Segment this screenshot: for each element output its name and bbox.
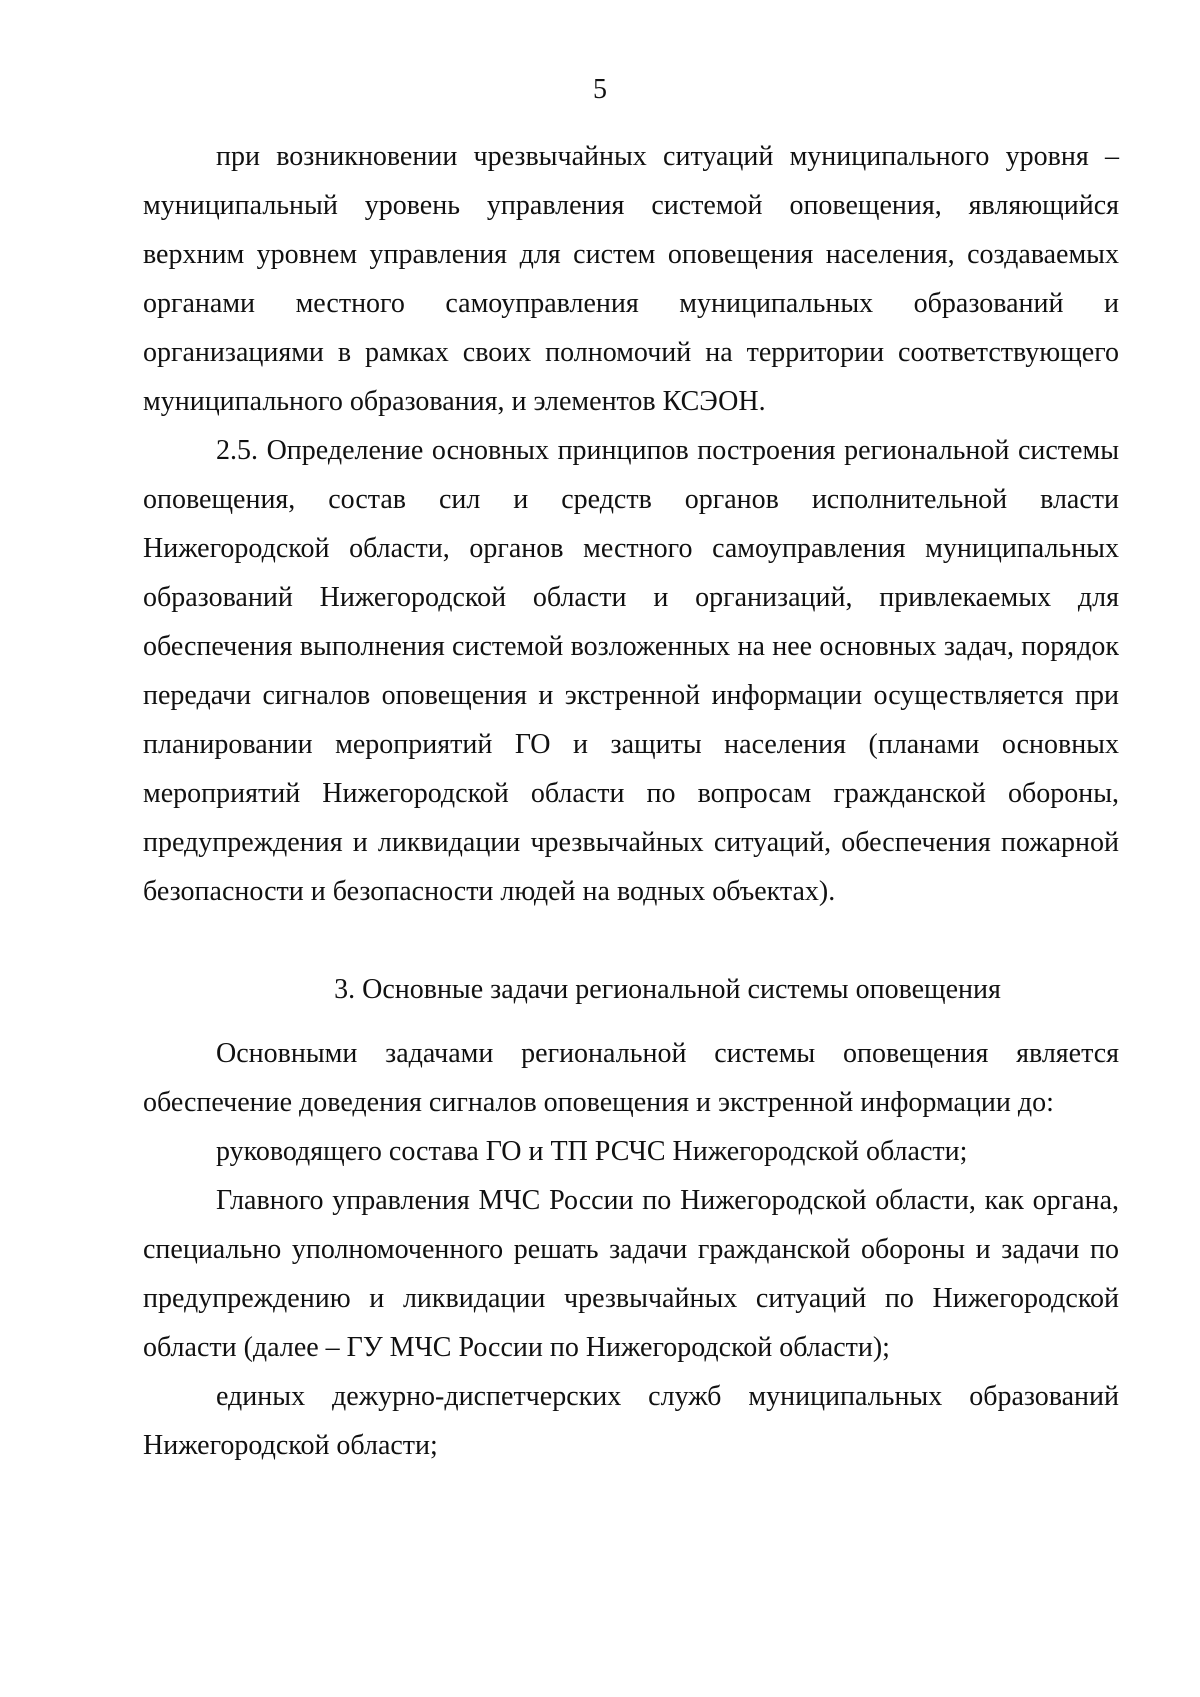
- paragraph-municipal-level: при возникновении чрезвычайных ситуаций муниципального уровня – муниципальный уровень управления системой оповещения, являющийся верхним уровнем управления для систем оповещения населения, создаваемых органами местного самоуправления муниципальных образований и организациями в рамках своих полномочий на территории соответствующего муниципального образования, и элементов КСЭОН.: [143, 141, 1119, 417]
- list-item-leadership: руководящего состава ГО и ТП РСЧС Нижегородской области;: [216, 1136, 968, 1167]
- document-body: [143, 132, 1119, 1470]
- paragraph-2-5: 2.5. Определение основных принципов построения региональной системы оповещения, состав сил и средств органов исполнительной власти Нижегородской области, органов местного самоуправления муниципальных образований Нижегородской области и организаций, привлекаемых для обеспечения выполнения системой возложенных на нее основных задач, порядок передачи сигналов оповещения и экстренной информации осуществляется при планировании мероприятий ГО и защиты населения (планами основных мероприятий Нижегородской области по вопросам гражданской обороны, предупреждения и ликвидации чрезвычайных ситуаций, обеспечения пожарной безопасности и безопасности людей на водных объектах).: [143, 435, 1119, 907]
- list-item-emercom-directorate: Главного управления МЧС России по Нижегородской области, как органа, специально уполномоченного решать задачи гражданской обороны и задачи по предупреждению и ликвидации чрезвычайных ситуаций по Нижегородской области (далее – ГУ МЧС России по Нижегородской области);: [143, 1185, 1119, 1363]
- paragraph-main-tasks: Основными задачами региональной системы оповещения является обеспечение доведения сигналов оповещения и экстренной информации до:: [143, 1038, 1119, 1118]
- page-number: 5: [593, 74, 607, 105]
- list-item-dispatch-services: единых дежурно-диспетчерских служб муниципальных образований Нижегородской области;: [143, 1381, 1119, 1461]
- section-heading-3: 3. Основные задачи региональной системы оповещения: [334, 974, 1001, 1005]
